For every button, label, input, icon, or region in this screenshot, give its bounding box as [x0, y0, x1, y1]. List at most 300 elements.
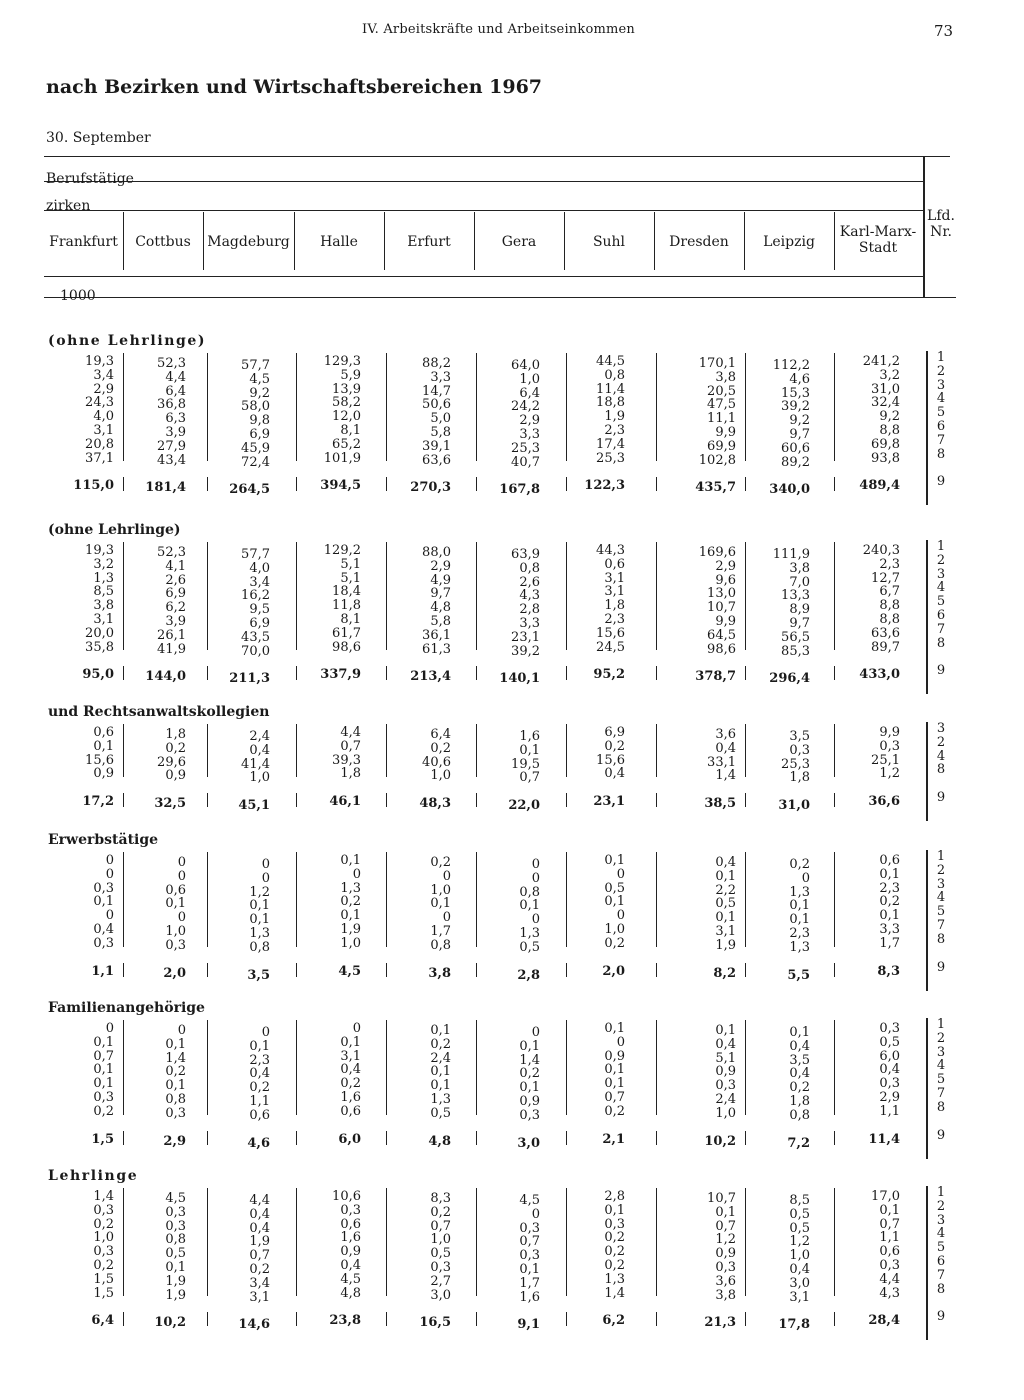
column-separator [566, 724, 567, 777]
header-bezirken: zirken [46, 198, 91, 214]
table-cell: 2,8 [519, 602, 540, 618]
column-separator [476, 724, 477, 777]
table-cell: 0,4 [789, 1261, 810, 1277]
total-cell: 211,3 [229, 671, 270, 687]
lfd-number: 7 [936, 1085, 946, 1101]
total-separator [834, 793, 835, 807]
table-cell: 41,4 [241, 756, 270, 772]
total-cell: 21,3 [704, 1315, 736, 1331]
table-cell: 0 [177, 855, 186, 870]
lfd-number: 1 [936, 539, 946, 554]
data-column [210, 1194, 270, 1334]
table-cell: 0,2 [789, 1080, 810, 1096]
table-cell: 4,0 [93, 409, 114, 425]
table-cell: 170,1 [698, 356, 736, 371]
table-cell: 0,4 [93, 921, 114, 937]
table-cell: 0 [105, 853, 114, 868]
table-cell: 24,2 [511, 399, 540, 415]
total-cell: 264,5 [229, 482, 270, 498]
table-cell: 6,2 [165, 600, 186, 616]
table-cell: 6,9 [249, 615, 270, 631]
lfd-number: 1 [936, 1017, 946, 1032]
table-cell: 1,9 [604, 409, 625, 425]
data-column [126, 856, 186, 983]
table-cell: 5,1 [340, 570, 361, 586]
table-cell: 0,8 [165, 1232, 186, 1248]
total-cell: 23,8 [329, 1313, 361, 1329]
table-cell: 88,0 [422, 545, 451, 560]
column-separator [745, 1188, 746, 1296]
data-column [301, 355, 361, 495]
column-separator [296, 1188, 297, 1296]
table-cell: 69,8 [871, 436, 900, 452]
table-cell: 1,8 [604, 598, 625, 614]
table-cell: 0,9 [165, 768, 186, 784]
table-cell: 1,0 [93, 1230, 114, 1246]
table-cell: 9,5 [249, 602, 270, 618]
table-cell: 1,1 [249, 1093, 270, 1109]
column-header: Erfurt [407, 234, 451, 250]
table-cell: 36,1 [422, 627, 451, 643]
data-column [391, 728, 451, 813]
table-cell: 89,2 [781, 454, 810, 470]
table-cell: 0,3 [93, 935, 114, 951]
lfd-separator [926, 1018, 928, 1159]
table-cell: 0,3 [879, 1257, 900, 1273]
total-separator [834, 1312, 835, 1326]
table-cell: 1,6 [340, 1089, 361, 1105]
lfd-number: 8 [936, 1099, 946, 1115]
table-cell: 12,0 [332, 409, 361, 425]
total-separator [296, 666, 297, 680]
table-cell: 20,5 [707, 383, 736, 399]
table-cell: 5,0 [430, 411, 451, 427]
table-cell: 5,1 [340, 556, 361, 572]
table-cell: 0 [105, 866, 114, 882]
table-cell: 44,5 [596, 354, 625, 369]
column-separator [296, 353, 297, 461]
table-cell: 35,8 [85, 639, 114, 655]
lfd-number: 3 [936, 721, 946, 736]
section-title: Familienangehörige [48, 1000, 205, 1016]
table-cell: 0,1 [430, 896, 451, 912]
total-cell: 270,3 [410, 480, 451, 496]
lfd-separator [926, 351, 928, 505]
table-cell: 0,1 [93, 894, 114, 910]
lfd-number: 3 [936, 566, 946, 582]
table-cell: 0,2 [604, 1230, 625, 1246]
table-cell: 1,0 [165, 923, 186, 939]
lfd-number: 2 [936, 734, 946, 750]
table-cell: 0,3 [519, 1107, 540, 1123]
table-cell: 0 [531, 1206, 540, 1222]
data-column [480, 548, 540, 688]
column-header: Karl-Marx- Stadt [839, 224, 917, 256]
table-cell: 0,1 [519, 1261, 540, 1277]
column-divider [203, 212, 204, 270]
column-separator [207, 353, 208, 461]
table-cell: 0,1 [604, 1202, 625, 1218]
section-title: (ohne Lehrlinge) [48, 333, 207, 349]
table-cell: 41,9 [157, 641, 186, 657]
table-cell: 4,4 [879, 1271, 900, 1287]
total-separator [296, 793, 297, 807]
table-cell: 8,8 [879, 598, 900, 614]
table-cell: 0,1 [604, 853, 625, 868]
table-cell: 0 [261, 1025, 270, 1040]
column-separator [123, 542, 124, 650]
table-cell: 0,6 [340, 1103, 361, 1119]
table-cell: 3,3 [879, 921, 900, 937]
data-column [676, 1024, 736, 1151]
column-separator [745, 852, 746, 947]
table-cell: 8,5 [93, 584, 114, 600]
column-header: Frankfurt [49, 234, 118, 250]
data-column [480, 359, 540, 499]
data-column [750, 548, 810, 688]
table-cell: 0,7 [93, 1048, 114, 1064]
table-cell: 0,5 [879, 1034, 900, 1050]
total-cell: 1,5 [91, 1131, 114, 1147]
table-cell: 2,3 [789, 925, 810, 941]
table-cell: 0 [177, 1023, 186, 1038]
table-cell: 0,4 [715, 855, 736, 870]
table-cell: 1,3 [430, 1091, 451, 1107]
total-cell: 95,0 [82, 667, 114, 683]
table-cell: 1,1 [879, 1103, 900, 1119]
total-cell: 6,0 [338, 1131, 361, 1147]
table-cell: 2,4 [430, 1050, 451, 1066]
total-cell: 489,4 [859, 478, 900, 494]
column-separator [386, 1188, 387, 1296]
table-cell: 33,1 [707, 754, 736, 770]
total-cell: 48,3 [419, 796, 451, 812]
total-separator [123, 666, 124, 680]
table-cell: 1,6 [519, 1289, 540, 1305]
data-column [750, 858, 810, 985]
table-cell: 0 [261, 870, 270, 886]
data-column [210, 730, 270, 815]
data-column [54, 726, 114, 811]
header-unit: 1000 [60, 288, 96, 304]
data-column [126, 1192, 186, 1332]
column-divider [384, 212, 385, 270]
total-separator [745, 793, 746, 807]
total-separator [123, 477, 124, 491]
table-cell: 15,6 [85, 752, 114, 768]
total-separator [296, 1131, 297, 1145]
column-separator [123, 724, 124, 777]
table-cell: 1,7 [519, 1275, 540, 1291]
table-cell: 0,6 [249, 1107, 270, 1123]
total-cell: 115,0 [73, 478, 114, 494]
table-cell: 3,3 [519, 615, 540, 631]
table-cell: 0,3 [519, 1220, 540, 1236]
table-cell: 8,5 [789, 1193, 810, 1208]
lfd-number: 2 [936, 363, 946, 379]
table-cell: 3,8 [715, 369, 736, 385]
lfd-number: 2 [936, 1030, 946, 1046]
table-cell: 0,4 [340, 1257, 361, 1273]
lfd-number: 8 [936, 446, 946, 462]
table-cell: 19,3 [85, 543, 114, 558]
table-cell: 1,0 [519, 371, 540, 387]
table-cell: 3,6 [715, 1273, 736, 1289]
table-cell: 3,8 [93, 598, 114, 614]
table-cell: 65,2 [332, 436, 361, 452]
table-cell: 64,0 [511, 358, 540, 373]
data-column [750, 359, 810, 499]
table-cell: 8,3 [430, 1191, 451, 1206]
column-separator [296, 724, 297, 777]
table-cell: 0,1 [879, 1202, 900, 1218]
total-separator [566, 793, 567, 807]
table-cell: 10,7 [707, 1191, 736, 1206]
table-cell: 2,4 [715, 1091, 736, 1107]
table-cell: 3,1 [789, 1289, 810, 1305]
table-cell: 0,4 [340, 1062, 361, 1078]
table-cell: 0,2 [249, 1261, 270, 1277]
table-cell: 0,2 [430, 1036, 451, 1052]
section-title: (ohne Lehrlinge) [48, 522, 181, 538]
column-separator [834, 353, 835, 461]
column-separator [745, 1020, 746, 1115]
table-cell: 0 [177, 910, 186, 926]
lfd-number: 4 [936, 890, 946, 906]
table-cell: 0,1 [789, 898, 810, 914]
column-separator [656, 1020, 657, 1115]
table-cell: 2,4 [249, 729, 270, 744]
table-cell: 4,4 [165, 369, 186, 385]
table-cell: 0 [616, 908, 625, 924]
table-cell: 0,2 [165, 1064, 186, 1080]
total-separator [207, 477, 208, 491]
table-cell: 47,5 [707, 397, 736, 413]
table-cell: 4,5 [249, 371, 270, 387]
table-cell: 0,3 [789, 742, 810, 758]
lfd-number: 2 [936, 552, 946, 568]
table-cell: 3,8 [789, 560, 810, 576]
data-column [840, 1022, 900, 1149]
data-column [301, 1190, 361, 1330]
table-cell: 0 [105, 1021, 114, 1036]
table-cell: 39,2 [781, 399, 810, 415]
total-cell: 45,1 [238, 798, 270, 814]
chapter-heading: IV. Arbeitskräfte und Arbeitseinkommen [362, 22, 636, 37]
total-cell: 95,2 [593, 667, 625, 683]
table-cell: 0,1 [249, 898, 270, 914]
total-cell: 5,5 [787, 967, 810, 983]
total-separator [566, 963, 567, 977]
table-cell: 0,2 [430, 1204, 451, 1220]
table-cell: 0 [352, 866, 361, 882]
table-cell: 0 [531, 1025, 540, 1040]
table-cell: 0,1 [604, 894, 625, 910]
table-cell: 1,9 [165, 1287, 186, 1303]
table-cell: 0,3 [165, 1105, 186, 1121]
column-separator [834, 852, 835, 947]
table-cell: 72,4 [241, 454, 270, 470]
lfd-number: 1 [936, 849, 946, 864]
table-cell: 0,4 [249, 1220, 270, 1236]
table-cell: 39,3 [332, 752, 361, 768]
table-cell: 39,1 [422, 438, 451, 454]
column-separator [386, 353, 387, 461]
total-separator [386, 1312, 387, 1326]
table-cell: 69,9 [707, 438, 736, 454]
table-cell: 43,4 [157, 452, 186, 468]
table-cell: 6,4 [430, 727, 451, 742]
table-cell: 2,9 [430, 558, 451, 574]
table-cell: 40,7 [511, 454, 540, 470]
total-cell: 8,3 [877, 963, 900, 979]
table-cell: 50,6 [422, 397, 451, 413]
total-cell: 4,5 [338, 963, 361, 979]
table-cell: 0,3 [715, 1078, 736, 1094]
table-cell: 25,3 [596, 450, 625, 466]
table-cell: 6,4 [519, 385, 540, 401]
column-separator [566, 353, 567, 461]
table-cell: 61,3 [422, 641, 451, 657]
lfd-number: 4 [936, 1226, 946, 1242]
lfd-column [932, 850, 950, 977]
total-cell: 10,2 [704, 1133, 736, 1149]
total-separator [386, 793, 387, 807]
column-separator [207, 852, 208, 947]
data-column [676, 856, 736, 983]
table-cell: 32,4 [871, 395, 900, 411]
data-column [391, 1192, 451, 1332]
total-cell: 122,3 [584, 478, 625, 494]
table-cell: 3,1 [715, 923, 736, 939]
table-cell: 0,1 [93, 1034, 114, 1050]
table-cell: 0,4 [249, 742, 270, 758]
table-cell: 18,8 [596, 395, 625, 411]
total-separator [207, 793, 208, 807]
table-cell: 5,9 [340, 367, 361, 383]
table-cell: 25,1 [871, 752, 900, 768]
table-cell: 1,0 [789, 1248, 810, 1264]
lfd-separator [926, 540, 928, 694]
table-cell: 9,7 [430, 586, 451, 602]
table-cell: 112,2 [772, 358, 810, 373]
data-column [480, 1194, 540, 1334]
table-cell: 169,6 [698, 545, 736, 560]
table-cell: 2,2 [715, 882, 736, 898]
table-cell: 9,8 [249, 413, 270, 429]
table-cell: 0 [531, 912, 540, 928]
data-column [391, 357, 451, 497]
table-cell: 16,2 [241, 588, 270, 604]
table-cell: 1,2 [249, 884, 270, 900]
table-cell: 0 [616, 1034, 625, 1050]
table-cell: 1,2 [715, 1232, 736, 1248]
table-cell: 0,9 [715, 1064, 736, 1080]
table-cell: 2,3 [879, 556, 900, 572]
table-cell: 3,8 [715, 1287, 736, 1303]
lfd-number: 6 [936, 418, 946, 434]
table-cell: 0,3 [165, 1204, 186, 1220]
total-separator [296, 1312, 297, 1326]
column-separator [745, 542, 746, 650]
table-cell: 0,9 [93, 766, 114, 782]
total-cell: 23,1 [593, 794, 625, 810]
lfd-number: 3 [936, 1044, 946, 1060]
total-separator [834, 477, 835, 491]
table-cell: 2,3 [249, 1052, 270, 1068]
total-separator [123, 1131, 124, 1145]
table-cell: 1,3 [93, 570, 114, 586]
table-cell: 0,3 [165, 1218, 186, 1234]
lfd-number: 3 [936, 1212, 946, 1228]
total-cell: 2,1 [602, 1131, 625, 1147]
total-separator [566, 1131, 567, 1145]
table-cell: 0,1 [430, 1023, 451, 1038]
table-cell: 0,9 [519, 1093, 540, 1109]
table-cell: 2,7 [430, 1273, 451, 1289]
total-separator [476, 963, 477, 977]
lfd-number: 1 [936, 350, 946, 365]
table-cell: 1,9 [249, 1234, 270, 1250]
table-cell: 1,3 [789, 884, 810, 900]
data-column [840, 1190, 900, 1330]
table-cell: 24,5 [596, 639, 625, 655]
column-separator [296, 542, 297, 650]
data-column [565, 544, 625, 684]
lfd-number: 7 [936, 432, 946, 448]
table-cell: 0,2 [340, 894, 361, 910]
table-cell: 0,1 [879, 866, 900, 882]
total-separator [123, 1312, 124, 1326]
total-cell: 11,4 [868, 1131, 900, 1147]
table-cell: 1,9 [715, 937, 736, 953]
header-berufstaetige: Berufstätige [46, 171, 134, 187]
table-cell: 3,9 [165, 613, 186, 629]
section-title: und Rechtsanwaltskollegien [48, 704, 270, 720]
table-cell: 3,0 [430, 1287, 451, 1303]
column-separator [656, 724, 657, 777]
table-cell: 2,3 [879, 880, 900, 896]
table-cell: 4,4 [340, 725, 361, 740]
table-cell: 0,2 [249, 1080, 270, 1096]
table-cell: 3,1 [93, 422, 114, 438]
table-cell: 0,1 [519, 742, 540, 758]
table-cell: 0,8 [789, 1107, 810, 1123]
column-separator [834, 542, 835, 650]
table-cell: 0,2 [340, 1076, 361, 1092]
table-cell: 0,5 [430, 1105, 451, 1121]
table-cell: 57,7 [241, 358, 270, 373]
table-cell: 15,6 [596, 752, 625, 768]
column-separator [476, 852, 477, 947]
table-cell: 0,1 [519, 1038, 540, 1054]
table-cell: 0,2 [165, 740, 186, 756]
table-cell: 13,9 [332, 381, 361, 397]
table-cell: 3,3 [519, 426, 540, 442]
total-separator [566, 666, 567, 680]
table-cell: 9,9 [715, 424, 736, 440]
table-cell: 60,6 [781, 440, 810, 456]
lfd-number: 4 [936, 748, 946, 764]
table-cell: 36,8 [157, 397, 186, 413]
data-column [676, 357, 736, 497]
lfd-number: 3 [936, 876, 946, 892]
total-cell: 31,0 [778, 798, 810, 814]
total-separator [476, 666, 477, 680]
table-cell: 4,0 [249, 560, 270, 576]
data-column [676, 1192, 736, 1332]
table-cell: 70,0 [241, 643, 270, 659]
